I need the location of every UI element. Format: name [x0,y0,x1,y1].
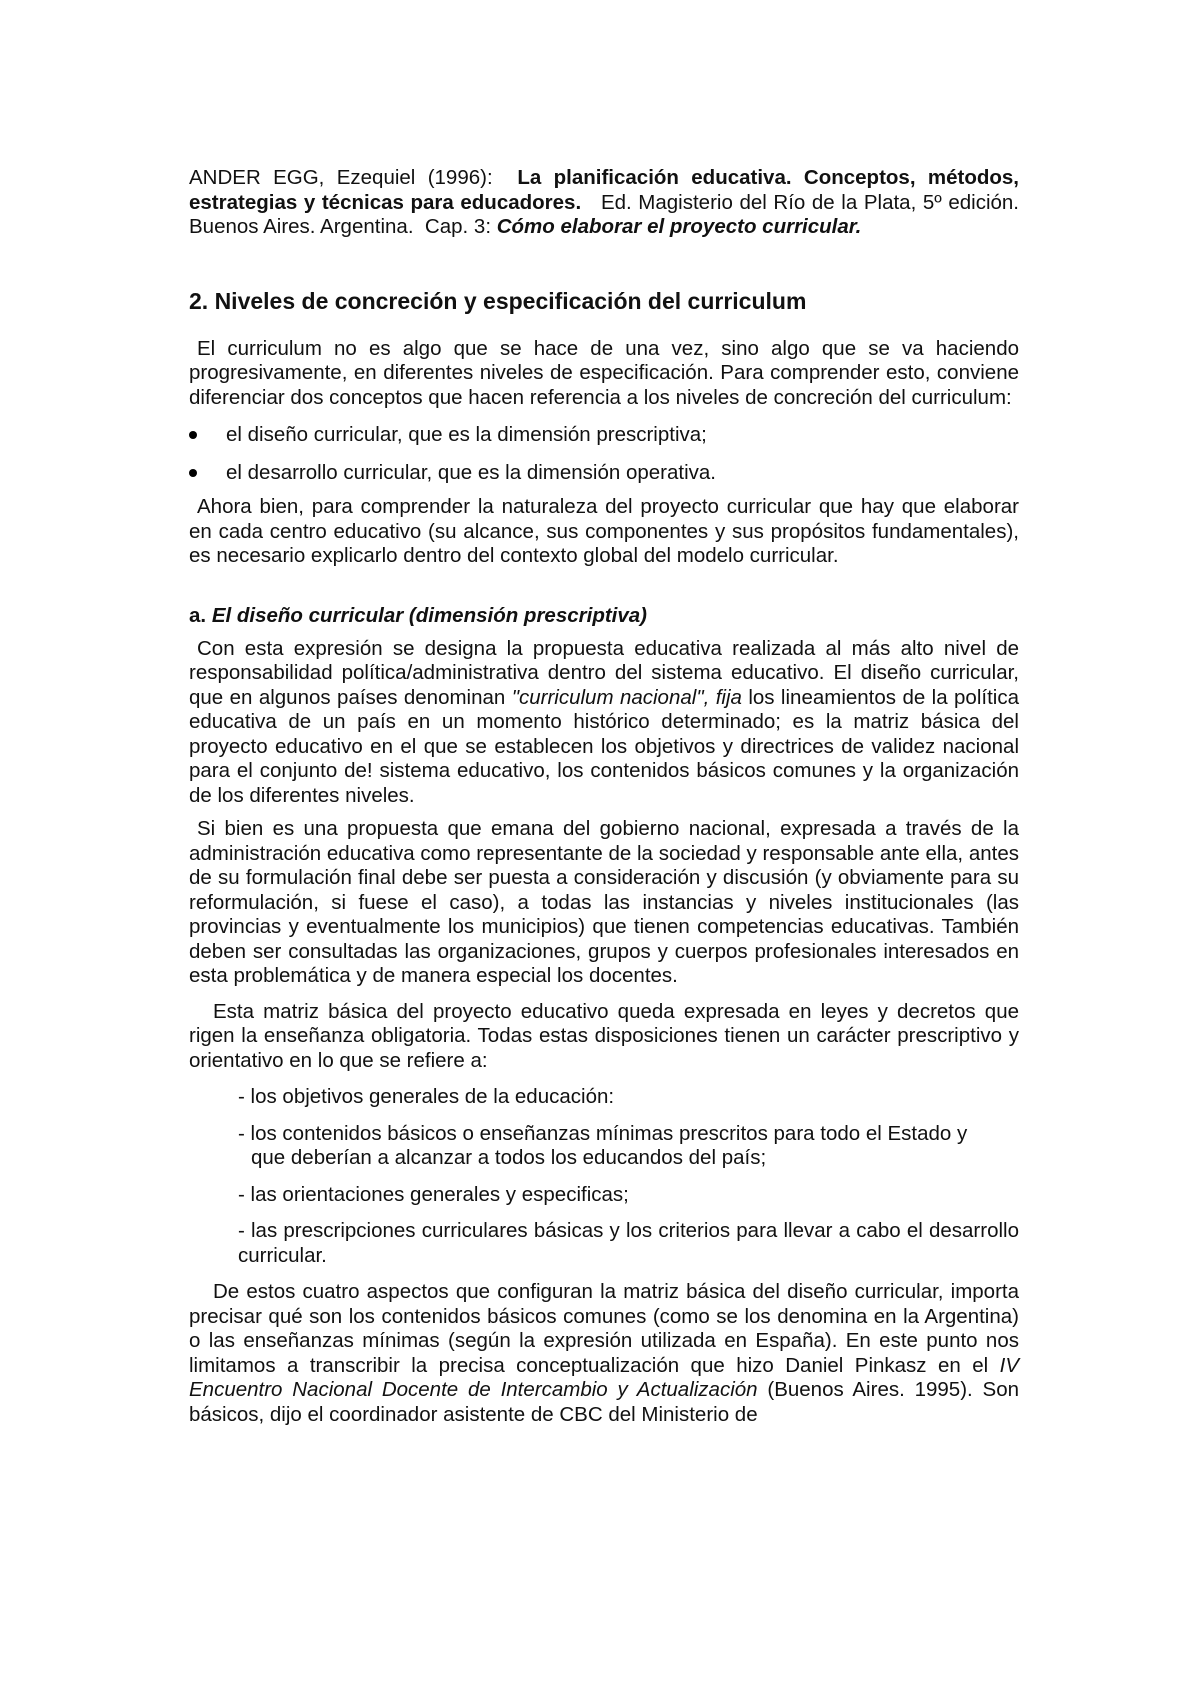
section-title: 2. Niveles de concreción y especificación del curriculum [189,287,807,314]
paragraph-italic-text: IV Encuentro Nacional Docente de Intercambio y Actualización [189,1353,1019,1401]
subsection-title [189,603,1019,629]
bullet-text: el diseño curricular, que es la dimensión prescriptiva; [226,423,707,446]
paragraph-italic-text: "curriculum nacional", fija [511,685,742,709]
document-page [189,166,1019,1427]
bullet-icon [189,469,197,477]
basic-contents-paragraph [189,1280,1019,1427]
paragraph-text: Con esta expresión se designa la propuesta educativa realizada al más alto nivel de responsabilidad política/administrativa dentro del sistema educativo. El diseño curricular, que en algunos países denominan [189,636,1019,709]
concept-bullet-list [189,423,1019,485]
citation-author-year: ANDER EGG, Ezequiel (1996): [189,166,493,189]
bullet-text: el desarrollo curricular, que es la dimensión operativa. [226,460,716,484]
after-bullets-paragraph: Ahora bien, para comprender la naturaleza del proyecto curricular que hay que elaborar en cada centro educativo (su alcance, sus componentes y sus propósitos fundamentales), es necesario explicarlo dentro del contexto global del modelo curricular. [189,495,1019,567]
paragraph-text: De estos cuatro aspectos que configuran la matriz básica del diseño curricular, importa precisar qué son los contenidos básicos comunes (como se los denomina en la Argentina) o las enseñanzas mínimas (según la expresión utilizada en España). En este punto nos limitamos a transcribir la precisa conceptualización que hizo Daniel Pinkasz en el [189,1280,1019,1377]
bibliographic-citation [189,166,1019,240]
dash-item [238,1183,1019,1208]
dash-item [238,1219,1019,1268]
section-intro-paragraph: El curriculum no es algo que se hace de una vez, sino algo que se va haciendo progresivamente, en diferentes niveles de especificación. Para comprender esto, conviene diferenciar dos conceptos que hacen referencia a los niveles de concreción del curriculum: [189,336,1019,409]
paragraph-text: los lineamientos de la política educativa de un país en un momento histórico determinado; es la matriz básica del proyecto educativo en el que se establecen los objetivos y directrices de validez nacional para el conjunto de! sistema educativo, los contenidos básicos comunes y la organización de los diferentes niveles. [189,685,1019,807]
citation-title: La planificación educativa. Conceptos, métodos, estrategias y técnicas para educadores. [189,166,1019,214]
prescriptive-aspects-list [189,1085,1019,1268]
bullet-icon [189,431,197,439]
citation-chapter-title: Cómo elaborar el proyecto curricular. [496,215,862,238]
paragraph-text: (Buenos Aires. 1995). Son básicos, dijo el coordinador asistente de CBC del Ministerio de [189,1378,1019,1426]
consultation-paragraph: Si bien es una propuesta que emana del gobierno nacional, expresada a través de la administración educativa como representante de la sociedad y responsable ante ella, antes de su formulación final debe ser puesta a consideración y discusión (y obviamente para su reformulación, si fuese el caso), a todas las instancias y niveles institucionales (las provincias y eventualmente los municipios) que tienen competencias educativas. También deben ser consultadas las organizaciones, grupos y cuerpos profesionales interesados en esta problemática y de manera especial los docentes. [189,817,1019,987]
dash-item-text: - las prescripciones curriculares básicas y los criterios para llevar a cabo el desarrollo curricular. [238,1219,1019,1267]
dash-item [238,1122,1019,1171]
design-definition-paragraph [189,637,1019,809]
dash-item-text: - los contenidos básicos o enseñanzas mínimas prescritos para todo el Estado y [238,1121,968,1145]
dash-item-text: - las orientaciones generales y especificas; [238,1182,629,1206]
bullet-item [189,461,1019,486]
dash-item-text: - los objetivos generales de la educación: [238,1085,615,1108]
subsection-title-text: El diseño curricular (dimensión prescriptiva) [211,603,647,627]
dash-item [238,1085,1019,1110]
citation-publisher: Ed. Magisterio del Río de la Plata, 5º edición. Buenos Aires. Argentina. [189,190,1019,238]
matrix-paragraph: Esta matriz básica del proyecto educativo queda expresada en leyes y decretos que rigen la enseñanza obligatoria. Todas estas disposiciones tienen un carácter prescriptivo y orientativo en lo que se refiere a: [189,999,1019,1072]
dash-item-continuation: que deberían a alcanzar a todos los educandos del país; [251,1146,767,1169]
bullet-item [189,423,1019,448]
subsection-prefix: a. [189,603,207,627]
citation-chapter-prefix: Cap. 3: [424,215,492,238]
